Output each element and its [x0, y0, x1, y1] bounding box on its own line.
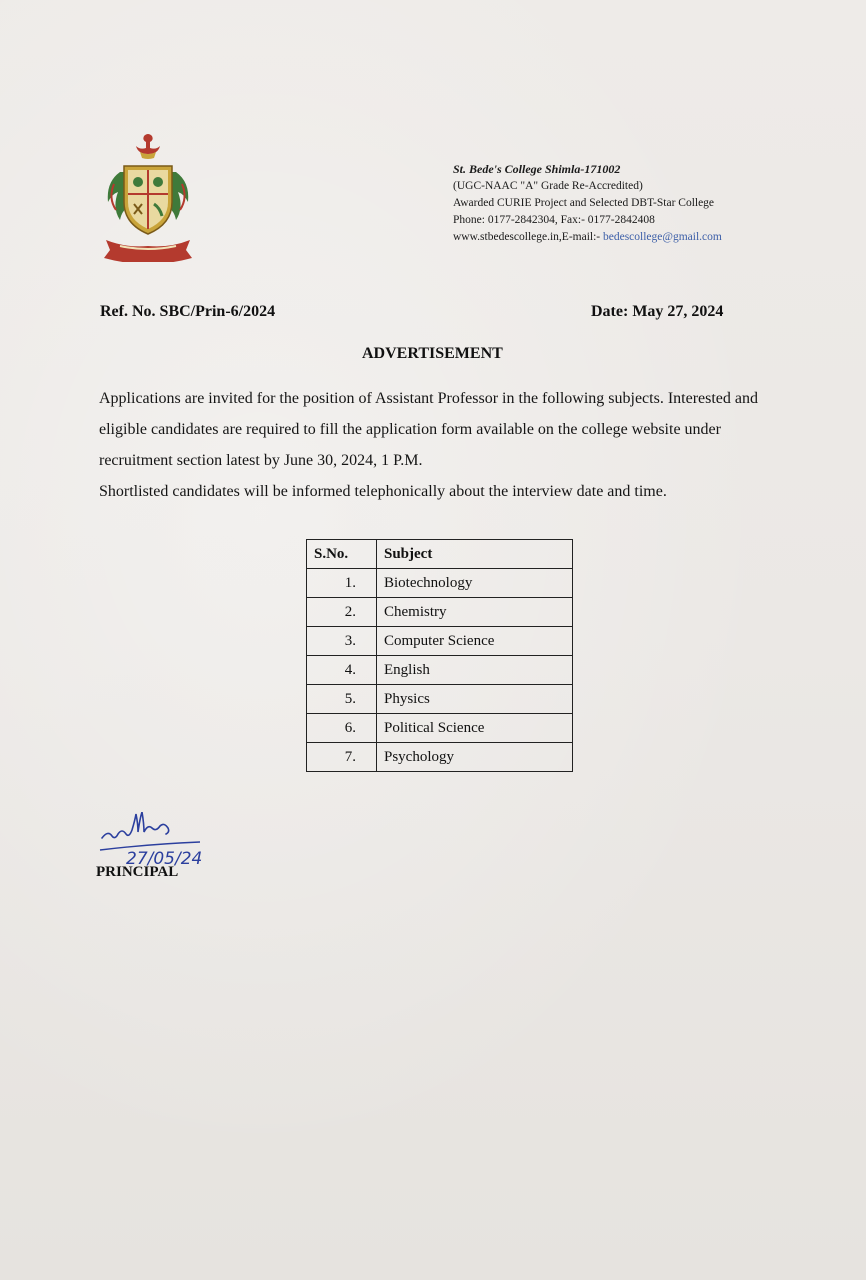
- table-row: [307, 714, 573, 743]
- email-label: E-mail:-: [561, 231, 601, 243]
- row-subject: Computer Science: [377, 627, 573, 656]
- row-number: 4.: [307, 656, 377, 685]
- signatory-title: PRINCIPAL: [96, 864, 179, 880]
- page-title: ADVERTISEMENT: [362, 345, 503, 362]
- contact-phone: Phone: 0177-2842304, Fax:- 0177-2842408: [453, 214, 655, 226]
- advertisement-body: [99, 383, 789, 507]
- awards: Awarded CURIE Project and Selected DBT-Star College: [453, 197, 715, 209]
- signature-date: 27/05/24: [126, 849, 203, 869]
- body-paragraph-2: Shortlisted candidates will be informed telephonically about the interview date and time.: [99, 483, 667, 500]
- row-subject: Biotechnology: [377, 569, 573, 598]
- body-paragraph-1: Applications are invited for the position of Assistant Professor in the following subjects. Interested and eligible candidates are required to fill the application form available on the college website under recruitment section latest by June 30, 2024, 1 P.M.: [99, 390, 758, 469]
- row-number: 5.: [307, 685, 377, 714]
- table-row: [307, 743, 573, 772]
- table-row: [307, 598, 573, 627]
- subjects-table: [306, 539, 573, 772]
- email-link[interactable]: bedescollege@gmail.com: [603, 231, 722, 243]
- contact-web: [453, 229, 783, 246]
- row-number: 2.: [307, 598, 377, 627]
- accreditation: (UGC-NAAC "A" Grade Re-Accredited): [453, 180, 643, 192]
- column-header-subject: Subject: [377, 540, 573, 569]
- row-subject: Chemistry: [377, 598, 573, 627]
- table-header-row: [307, 540, 573, 569]
- column-header-sno: S.No.: [307, 540, 377, 569]
- letterhead: [453, 161, 783, 246]
- row-subject: English: [377, 656, 573, 685]
- document-date: Date: May 27, 2024: [591, 303, 724, 320]
- reference-number: Ref. No. SBC/Prin-6/2024: [100, 303, 276, 320]
- row-subject: Psychology: [377, 743, 573, 772]
- college-crest-logo: [100, 132, 196, 262]
- table-row: [307, 627, 573, 656]
- row-number: 7.: [307, 743, 377, 772]
- row-subject: Physics: [377, 685, 573, 714]
- row-number: 6.: [307, 714, 377, 743]
- row-number: 1.: [307, 569, 377, 598]
- row-subject: Political Science: [377, 714, 573, 743]
- table-row: [307, 685, 573, 714]
- table-row: [307, 569, 573, 598]
- table-row: [307, 656, 573, 685]
- row-number: 3.: [307, 627, 377, 656]
- college-name: St. Bede's College Shimla-171002: [453, 162, 621, 176]
- website-link[interactable]: www.stbedescollege.in,: [453, 231, 562, 243]
